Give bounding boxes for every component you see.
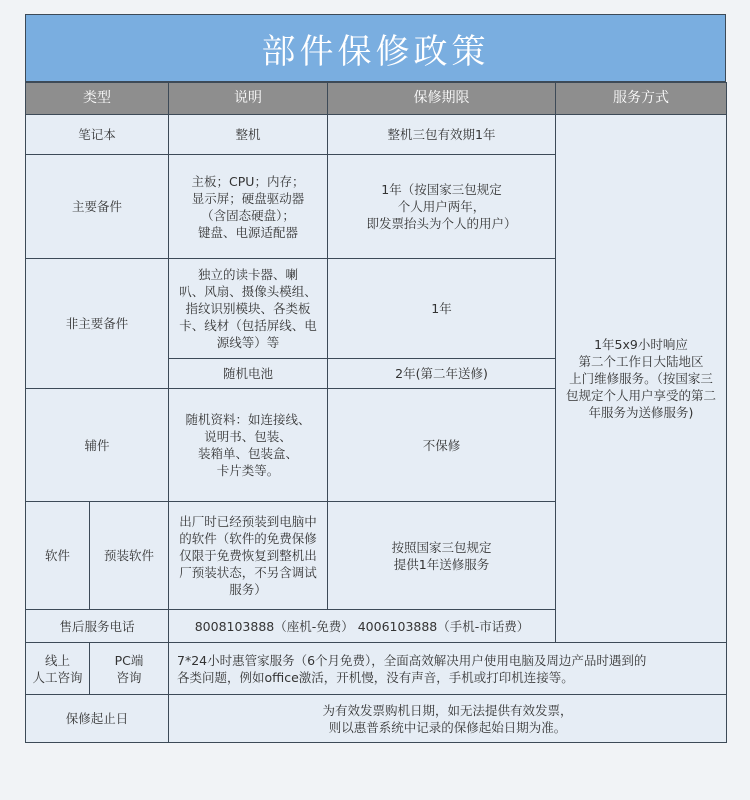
row-start-date-label: 保修起止日	[26, 695, 169, 743]
warranty-table	[25, 82, 727, 743]
page-title: 部件保修政策	[25, 14, 726, 82]
row-laptop-period: 整机三包有效期1年	[328, 115, 556, 155]
row-accessories-period: 不保修	[328, 389, 556, 502]
row-hotline-label: 售后服务电话	[26, 610, 169, 643]
header-type: 类型	[26, 83, 169, 115]
row-main-parts-type: 主要备件	[26, 155, 169, 259]
header-row	[26, 83, 727, 115]
table-row	[26, 115, 727, 155]
warranty-policy	[25, 14, 726, 743]
table-row	[26, 643, 727, 695]
header-period: 保修期限	[328, 83, 556, 115]
row-online-label: 线上 人工咨询	[26, 643, 90, 695]
row-online-value: 7*24小时惠管家服务（6个月免费），全面高效解决用户使用电脑及周边产品时遇到的 各类问题，例如office激活，开机慢，没有声音，手机或打印机连接等。	[169, 643, 727, 695]
row-nonmain-parts-type: 非主要备件	[26, 259, 169, 389]
row-accessories-type: 辅件	[26, 389, 169, 502]
row-hotline-value: 8008103888（座机-免费） 4006103888（手机-市话费）	[169, 610, 556, 643]
row-start-date-value: 为有效发票购机日期，如无法提供有效发票， 则以惠普系统中记录的保修起始日期为准。	[169, 695, 727, 743]
row-battery-desc: 随机电池	[169, 359, 328, 389]
row-laptop-type: 笔记本	[26, 115, 169, 155]
row-nonmain-parts-period: 1年	[328, 259, 556, 359]
header-service: 服务方式	[556, 83, 727, 115]
row-battery-period: 2年(第二年送修)	[328, 359, 556, 389]
row-online-sublabel: PC端 咨询	[90, 643, 169, 695]
row-software-desc: 出厂时已经预装到电脑中 的软件（软件的免费保修 仅限于免费恢复到整机出 厂预装状态，不另含调试 服务）	[169, 502, 328, 610]
row-laptop-desc: 整机	[169, 115, 328, 155]
row-main-parts-desc: 主板；CPU；内存； 显示屏；硬盘驱动器 （含固态硬盘）； 键盘、电源适配器	[169, 155, 328, 259]
table-row	[26, 695, 727, 743]
row-software-period: 按照国家三包规定 提供1年送修服务	[328, 502, 556, 610]
header-desc: 说明	[169, 83, 328, 115]
row-main-parts-period: 1年（按国家三包规定 个人用户两年， 即发票抬头为个人的用户）	[328, 155, 556, 259]
row-nonmain-parts-desc: 独立的读卡器、喇 叭、风扇、摄像头模组、 指纹识别模块、各类板 卡、线材（包括屏线、电 源线等）等	[169, 259, 328, 359]
service-method: 1年5x9小时响应 第二个工作日大陆地区 上门维修服务。（按国家三 包规定个人用户享受的第二 年服务为送修服务)	[556, 115, 727, 643]
row-software-subtype: 预装软件	[90, 502, 169, 610]
row-accessories-desc: 随机资料：如连接线、 说明书、包装、 装箱单、包装盒、 卡片类等。	[169, 389, 328, 502]
row-software-type: 软件	[26, 502, 90, 610]
